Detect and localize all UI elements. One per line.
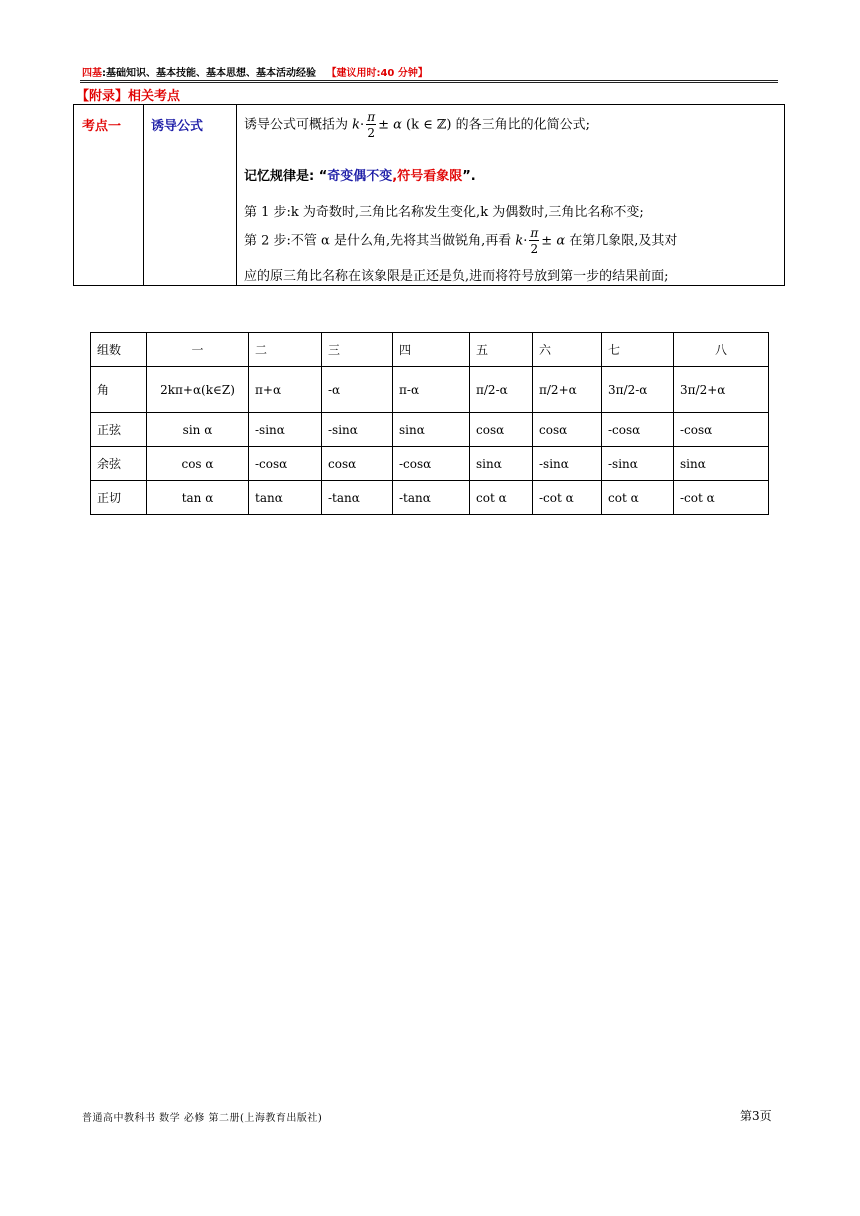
table-cell: -tanα <box>393 481 470 515</box>
angle-cell: π+α <box>249 367 322 413</box>
memo-close-quote: ”. <box>462 169 476 184</box>
page-number: 第3页 <box>740 1109 772 1123</box>
memo-comma: , <box>392 169 398 184</box>
table-cell: -cosα <box>674 413 769 447</box>
kaodian-topic: 诱导公式 <box>151 119 204 134</box>
table-cell: -sinα <box>322 413 393 447</box>
table-row <box>91 447 769 481</box>
frac-numerator: π <box>367 110 376 124</box>
row-label: 余弦 <box>91 447 147 481</box>
header-title-red: 四基 <box>82 68 102 79</box>
table-header-row <box>91 333 769 367</box>
memo-label: 记忆规律是: <box>244 169 315 184</box>
table-cell: -tanα <box>322 481 393 515</box>
table-cell: -sinα <box>602 447 674 481</box>
memo-red-text: 符号看象限 <box>397 169 463 184</box>
header-cell: 七 <box>602 333 674 367</box>
table-cell: -cot α <box>674 481 769 515</box>
angle-cell: π-α <box>393 367 470 413</box>
dot-symbol-2: · <box>523 233 528 249</box>
angle-cell: 2kπ+α(k∈Z) <box>147 367 249 413</box>
table-cell: cot α <box>602 481 674 515</box>
header-cell: 二 <box>249 333 322 367</box>
k-symbol-2: k <box>515 233 524 249</box>
kaodian-label: 考点一 <box>82 119 122 134</box>
table-cell: sinα <box>393 413 470 447</box>
step2-line <box>244 227 677 255</box>
k-symbol: k <box>352 117 361 133</box>
table-cell: -cot α <box>533 481 602 515</box>
header-rule-double <box>80 82 778 83</box>
appendix-title: 【附录】相关考点 <box>76 89 181 104</box>
line1-pre: 诱导公式可概括为 <box>244 117 349 133</box>
memo-line <box>244 165 476 184</box>
header-cell: 八 <box>674 333 769 367</box>
step2-line-2: 应的原三角比名称在该象限是正还是负,进而将符号放到第一步的结果前面; <box>244 269 669 284</box>
pm-alpha-2: ± α <box>541 233 566 249</box>
table-cell: tan α <box>147 481 249 515</box>
header-rule <box>80 80 778 81</box>
angle-cell: 3π/2+α <box>674 367 769 413</box>
step1-line: 第 1 步:k 为奇数时,三角比名称发生变化,k 为偶数时,三角比名称不变; <box>244 205 644 220</box>
table-row <box>91 413 769 447</box>
memo-blue-text: 奇变偶不变 <box>327 169 393 184</box>
dot-symbol: · <box>360 117 365 133</box>
table-cell: -sinα <box>249 413 322 447</box>
table-cell: tanα <box>249 481 322 515</box>
angle-row <box>91 367 769 413</box>
table-cell: cot α <box>470 481 533 515</box>
header-cell: 一 <box>147 333 249 367</box>
table-cell: -sinα <box>533 447 602 481</box>
pm-alpha: ± α <box>378 117 402 133</box>
table-cell: sinα <box>674 447 769 481</box>
frac-numerator-2: π <box>530 226 539 240</box>
line1-post: 的各三角比的化简公式; <box>455 117 590 133</box>
table-cell: -cosα <box>602 413 674 447</box>
table-cell: cosα <box>470 413 533 447</box>
pi-over-two-fraction <box>366 111 376 139</box>
row-label: 正弦 <box>91 413 147 447</box>
angle-cell: π/2-α <box>470 367 533 413</box>
row-label: 角 <box>91 367 147 413</box>
row-label: 正切 <box>91 481 147 515</box>
memo-open-quote: “ <box>318 169 328 184</box>
table-row <box>91 481 769 515</box>
induction-formula-table <box>90 332 769 515</box>
table-cell: -cosα <box>249 447 322 481</box>
kaodian-divider-1 <box>143 105 144 285</box>
header-cell: 六 <box>533 333 602 367</box>
footer-book-title: 普通高中教科书 数学 必修 第二册(上海教育出版社) <box>82 1113 323 1124</box>
step2-pre: 第 2 步:不管 α 是什么角,先将其当做锐角,再看 <box>244 233 512 249</box>
pi-over-two-fraction-2 <box>529 227 539 255</box>
frac-denominator: 2 <box>367 126 375 140</box>
kaodian-line-1 <box>244 111 590 139</box>
angle-cell: π/2+α <box>533 367 602 413</box>
header-cell: 组数 <box>91 333 147 367</box>
angle-cell: 3π/2-α <box>602 367 674 413</box>
k-condition: (k ∈ ℤ) <box>406 117 452 133</box>
page-header <box>82 64 778 79</box>
angle-cell: -α <box>322 367 393 413</box>
table-cell: cos α <box>147 447 249 481</box>
step2-post: 在第几象限,及其对 <box>569 233 678 249</box>
table-cell: sinα <box>470 447 533 481</box>
header-cell: 五 <box>470 333 533 367</box>
table-cell: -cosα <box>393 447 470 481</box>
frac-denominator-2: 2 <box>530 242 539 256</box>
table-cell: sin α <box>147 413 249 447</box>
header-cell: 三 <box>322 333 393 367</box>
header-title: :基础知识、基本技能、基本思想、基本活动经验 <box>102 68 316 79</box>
header-time-hint: 【建议用时:40 分钟】 <box>326 68 428 79</box>
table-cell: cosα <box>322 447 393 481</box>
kaodian-divider-2 <box>236 105 237 285</box>
table-cell: cosα <box>533 413 602 447</box>
kaodian-box <box>73 104 785 286</box>
header-cell: 四 <box>393 333 470 367</box>
